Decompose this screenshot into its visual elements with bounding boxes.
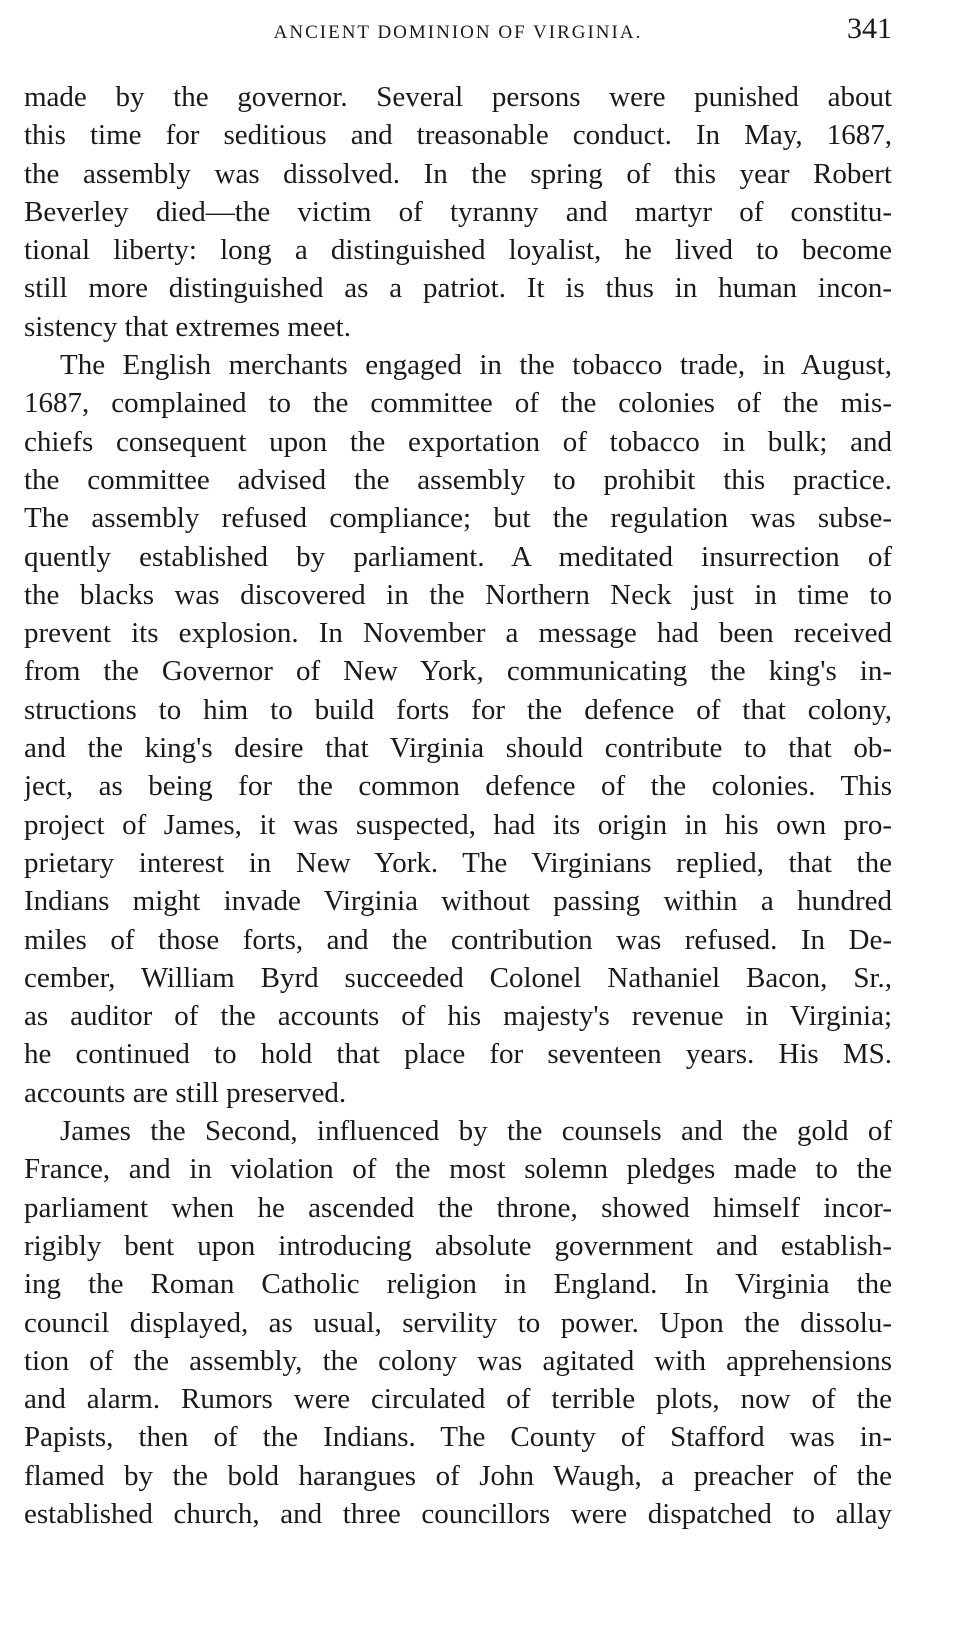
text-line: The assembly refused compliance; but the regulation was subse- <box>24 502 892 535</box>
text-line: still more distinguished as a patriot. It is thus in human incon- <box>24 272 892 305</box>
running-title: ANCIENT DOMINION OF VIRGINIA. <box>273 22 643 43</box>
text-line: the assembly was dissolved. In the spring of this year Robert <box>24 157 892 190</box>
text-line: chiefs consequent upon the exportation of tobacco in bulk; and <box>24 425 892 458</box>
text-line: Papists, then of the Indians. The County of Stafford was in- <box>24 1421 892 1454</box>
text-line: project of James, it was suspected, had its origin in his own pro- <box>24 808 892 841</box>
text-line: this time for seditious and treasonable conduct. In May, 1687, <box>24 119 892 152</box>
text-line: quently established by parliament. A meditated insurrection of <box>24 540 892 573</box>
text-line: he continued to hold that place for seventeen years. His MS. <box>24 1038 892 1071</box>
text-line: ject, as being for the common defence of the colonies. This <box>24 770 892 803</box>
text-line: prevent its explosion. In November a message had been received <box>24 617 892 650</box>
text-line: cember, William Byrd succeeded Colonel Nathaniel Bacon, Sr., <box>24 961 892 994</box>
text-line: prietary interest in New York. The Virginians replied, that the <box>24 846 892 879</box>
text-line: and alarm. Rumors were circulated of terrible plots, now of the <box>24 1383 892 1416</box>
text-line: ing the Roman Catholic religion in England. In Virginia the <box>24 1268 892 1301</box>
text-line: Indians might invade Virginia without passing within a hundred <box>24 885 892 918</box>
text-line: Beverley died—the victim of tyranny and martyr of constitu- <box>24 195 892 228</box>
text-line: accounts are still preserved. <box>24 1076 347 1109</box>
text-line: the blacks was discovered in the Northern Neck just in time to <box>24 578 892 611</box>
text-line: rigibly bent upon introducing absolute government and establish- <box>24 1229 892 1262</box>
text-line: structions to him to build forts for the defence of that colony, <box>24 693 892 726</box>
running-head <box>24 12 892 52</box>
text-line: council displayed, as usual, servility to power. Upon the dissolu- <box>24 1306 892 1339</box>
text-line: James the Second, influenced by the counsels and the gold of <box>60 1115 892 1148</box>
text-line: tion of the assembly, the colony was agitated with apprehensions <box>24 1344 892 1377</box>
text-line: established church, and three councillors were dispatched to allay <box>24 1497 892 1530</box>
text-line: sistency that extremes meet. <box>24 310 351 343</box>
text-line: tional liberty: long a distinguished loyalist, he lived to become <box>24 234 892 267</box>
text-line: France, and in violation of the most solemn pledges made to the <box>24 1153 892 1186</box>
text-line: from the Governor of New York, communicating the king's in- <box>24 655 892 688</box>
text-line: The English merchants engaged in the tobacco trade, in August, <box>60 349 892 382</box>
book-page <box>24 0 892 1633</box>
text-line: the committee advised the assembly to prohibit this practice. <box>24 463 892 496</box>
text-line: and the king's desire that Virginia should contribute to that ob- <box>24 732 892 765</box>
text-line: miles of those forts, and the contribution was refused. In De- <box>24 923 892 956</box>
text-line: as auditor of the accounts of his majesty's revenue in Virginia; <box>24 1000 892 1033</box>
page-number: 341 <box>847 12 892 45</box>
text-line: parliament when he ascended the throne, showed himself incor- <box>24 1191 892 1224</box>
text-line: 1687, complained to the committee of the colonies of the mis- <box>24 387 892 420</box>
text-line: flamed by the bold harangues of John Waugh, a preacher of the <box>24 1459 892 1492</box>
body-text <box>24 78 892 1533</box>
text-line: made by the governor. Several persons were punished about <box>24 81 892 113</box>
